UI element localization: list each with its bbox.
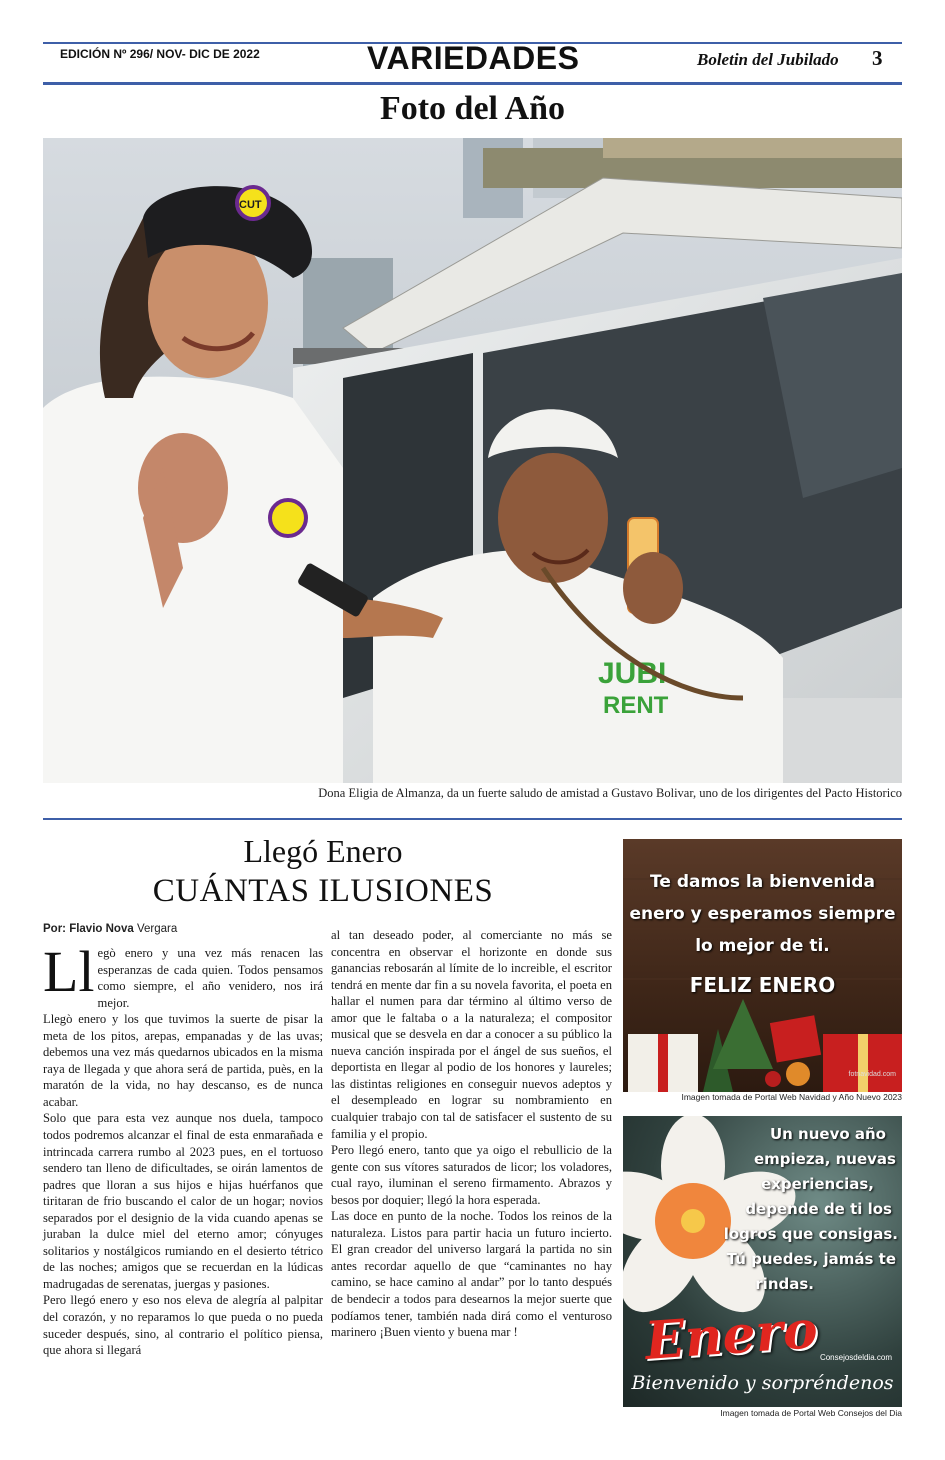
ad2-script-word: Enero (643, 1299, 820, 1372)
photo-caption: Dona Eligia de Almanza, da un fuerte saludo de amistad a Gustavo Bolivar, uno de los dirigentes del Pacto Historico (318, 786, 902, 800)
article-paragraph-7: Las doce en punto de la noche. Todos los reinos de la naturaleza. Listos para partir hacia un futuro incierto. El gran creador del universo largará la partida no sin antes recordar aquello de que “caminantes no hay camino, se hace camino al andar” por lo tanto después de bendecir a todos para desearnos la mejor suerte que podíamos tener, también nada dirá como el venturoso marinero ¡Buen viento y buena mar ! (331, 1209, 612, 1340)
byline-label: Por: Flavio Nova (43, 923, 134, 935)
shirt-text-2: RENT (603, 692, 669, 719)
article-column-1 (43, 939, 323, 1359)
edition-label: EDICIÓN Nº 296/ NOV- DIC DE 2022 (60, 47, 260, 61)
article-column-2 (331, 927, 612, 1341)
article-subtitle: CUÁNTAS ILUSIONES (152, 873, 494, 909)
ad1-line-2: enero y esperamos siempre (629, 904, 896, 924)
article-title: Llegó Enero (243, 833, 403, 869)
ad1-watermark: fotnavidad.com (848, 1071, 896, 1078)
ad2-tagline: Bienvenido y sorpréndenos (631, 1372, 894, 1394)
ad2-line-2: empieza, nuevas (754, 1150, 896, 1168)
article-paragraph-4: Pero llegó enero y eso nos eleva de alegría al palpitar del corazón, y no reparamos lo que pueda o no pueda suceder después, sino, al contrario el político piensa, que ahora si llegará (43, 1293, 323, 1358)
drop-cap: Ll (43, 939, 95, 1004)
ad2-credit: Imagen tomada de Portal Web Consejos del Dia (720, 1408, 902, 1418)
ad2-line-6: Tú puedes, jamás te (726, 1250, 896, 1268)
paragraph-1-text: egò enero y una vez más renacen las esperanzas de cada quien. Todos pensamos como siempre, el año venidero, nos irá mejor. (97, 946, 323, 1010)
article-paragraph-6: Pero llegó enero, tanto que ya oigo el rebullicio de la gente con sus vítores saturados de licor; los voladores, cual rayo, iluminan el sereno firmamento. Abrazos y besos por doquier; llegó la hora esperada. (331, 1143, 612, 1207)
section-title: VARIEDADES (367, 40, 580, 76)
ad1-line-4: FELIZ ENERO (689, 973, 836, 997)
article-paragraph-5: al tan deseado poder, al comerciante no más se concentra en observar el horizonte en donde sus ganancias rebosarán al límite de lo increible, el escritor tendrá en mente dar fin a su novela favorita, el poeta en hallar el numen para dar término al último verso de amor que le faltaba o a la naturaleza; el compositor musical que se desvela en dar a conocer a su público la nueva canción inspirada por el ángel de sus sueños, el deportista en llegar al podio de los honores y laureles; las distintas religiones en conseguir nuevos adeptos y el desempleado en lograr su nombramiento en cualquier trabajo con tal de satisfacer el sustento de su familia y el propio. (331, 928, 612, 1141)
section-divider (43, 818, 902, 820)
feature-photo (43, 138, 902, 783)
advert-feliz-enero (623, 839, 902, 1092)
advert-enero-consejos (623, 1116, 902, 1407)
article-paragraph-1 (43, 939, 323, 1011)
publication-name: Boletin del Jubilado (697, 50, 839, 69)
photo-feature-title: Foto del Año (379, 90, 566, 127)
ad2-line-7: rindas. (755, 1275, 814, 1293)
ad1-line-3: lo mejor de ti. (695, 936, 830, 956)
ad1-credit: Imagen tomada de Portal Web Navidad y Año Nuevo 2023 (681, 1092, 902, 1102)
cap-logo: CUT (239, 199, 262, 211)
ad2-line-3: experiencias, (761, 1175, 874, 1193)
shirt-text-1: JUBI (598, 657, 667, 690)
article-paragraph-3: Solo que para esta vez aunque nos duela, tampoco todos podremos alcanzar el final de esta enmarañada e intrincada carrera rumbo al 2023 pues, en el tortuoso sendero tan lleno de dificultades, se oirán lamentos de padres que lloran a sus hijos e hijas huérfanos que tiritaran de frio buscando el calor de un hogar; novios separados por el designio de la vida cuando apenas se juraban la dulce miel del eterno amor; cónyuges solitarios y nostálgicos rumiando en el desierto tétrico de las noches; amigos que se recuerdan en la lúdicas madrugadas de serenatas, juergas y pasiones. (43, 1111, 323, 1291)
ad2-line-4: depende de ti los (745, 1200, 892, 1218)
ad2-line-1: Un nuevo año (769, 1125, 886, 1143)
byline (43, 923, 177, 935)
byline-name: Vergara (133, 923, 178, 935)
ad1-line-1: Te damos la bienvenida (650, 872, 875, 892)
ad2-site: Consejosdeldia.com (819, 1353, 892, 1362)
ad2-line-5: logros que consigas. (723, 1225, 898, 1243)
page-number: 3 (872, 46, 883, 70)
article-paragraph-2: Llegò enero y los que tuvimos la suerte de pisar la meta de los pitos, arepas, empanadas y de las uvas; debemos una vez más quedarnos ubicados en la misma raya de llegada y que ahora será de partida, puès, en la maratón de la vida, no hay descanso, es de nunca acabar. (43, 1012, 323, 1109)
header-bottom-rule (43, 82, 902, 85)
